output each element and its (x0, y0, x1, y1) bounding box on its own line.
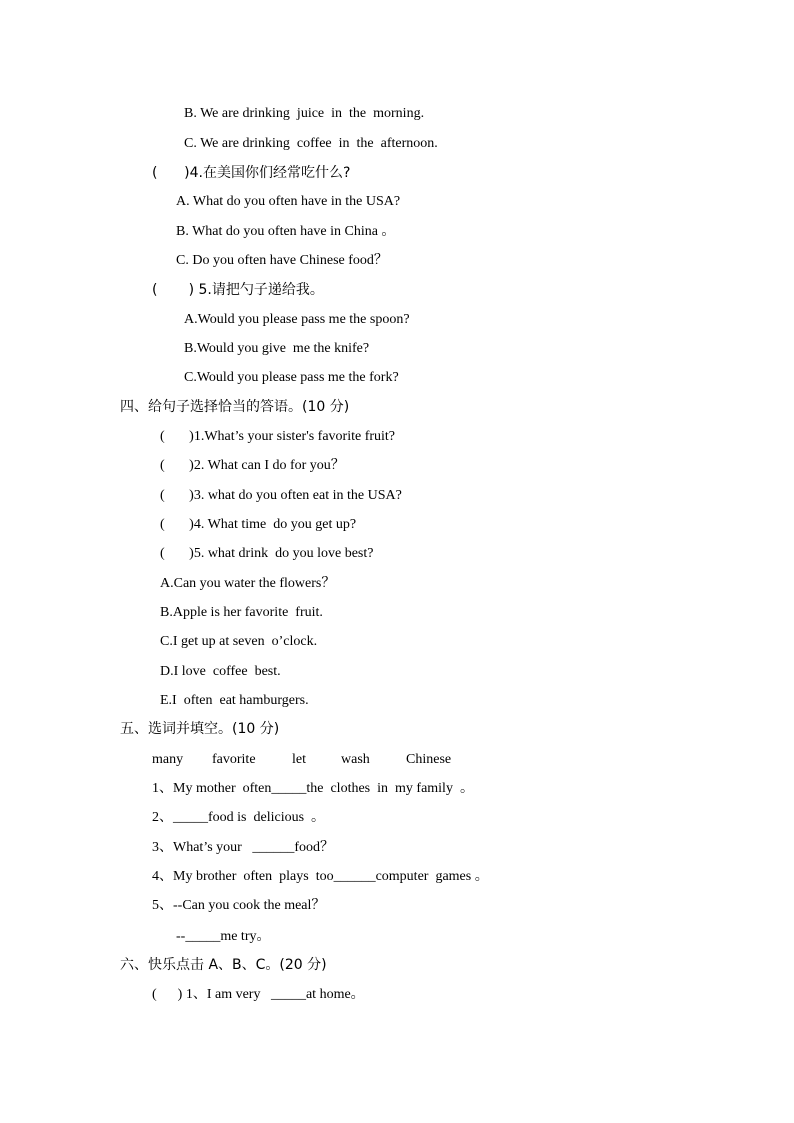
q5-stem: ( ) 5.请把勺子递给我。 (152, 282, 324, 298)
word-bank-item: favorite (212, 752, 256, 767)
word-bank-item: many (152, 752, 184, 767)
q5-option-a: A.Would you please pass me the spoon? (184, 312, 410, 327)
q4-stem: ( )4.在美国你们经常吃什么? (152, 165, 351, 181)
section4-answer-e: E.I often eat hamburgers. (160, 693, 309, 708)
section4-question-5: ( )5. what drink do you love best? (160, 546, 374, 561)
section5-question-1: 1、My mother often_____the clothes in my family 。 (152, 781, 474, 796)
section5-heading: 五、选词并填空。(10 分) (120, 721, 280, 737)
section4-answer-b: B.Apple is her favorite fruit. (160, 605, 323, 620)
q4-option-c: C. Do you often have Chinese food？ (176, 253, 388, 268)
q5-option-c: C.Would you please pass me the fork? (184, 370, 399, 385)
section5-question-5: 5、--Can you cook the meal？ (152, 898, 326, 913)
section4-answer-d: D.I love coffee best. (160, 664, 281, 679)
section4-answer-a: A.Can you water the flowers？ (160, 576, 336, 591)
section6-question-1: ( ) 1、I am very _____at home。 (152, 987, 365, 1002)
q4-option-b: B. What do you often have in China 。 (176, 224, 396, 239)
section5-question-3: 3、What’s your ______food？ (152, 840, 334, 855)
section4-question-4: ( )4. What time do you get up? (160, 517, 357, 532)
section4-answer-c: C.I get up at seven o’clock. (160, 634, 318, 649)
q4-option-a: A. What do you often have in the USA? (176, 194, 401, 209)
word-bank-item: wash (341, 752, 370, 767)
section4-question-3: ( )3. what do you often eat in the USA? (160, 488, 402, 503)
q3-option-b: B. We are drinking juice in the morning. (184, 106, 425, 121)
section5-question-5-answer: --_____me try。 (176, 929, 271, 944)
q5-option-b: B.Would you give me the knife? (184, 341, 370, 356)
section4-heading: 四、给句子选择恰当的答语。(10 分) (120, 399, 350, 415)
section4-question-1: ( )1.What’s your sister's favorite fruit? (160, 429, 396, 444)
section4-question-2: ( )2. What can I do for you？ (160, 458, 345, 473)
q3-option-c: C. We are drinking coffee in the afternoon. (184, 136, 438, 151)
section6-heading: 六、快乐点击 A、B、C。(20 分) (120, 957, 327, 973)
section5-question-2: 2、_____food is delicious 。 (152, 810, 326, 825)
section5-question-4: 4、My brother often plays too______computer games 。 (152, 869, 489, 884)
word-bank-item: Chinese (406, 752, 452, 767)
word-bank-item: let (292, 752, 306, 767)
